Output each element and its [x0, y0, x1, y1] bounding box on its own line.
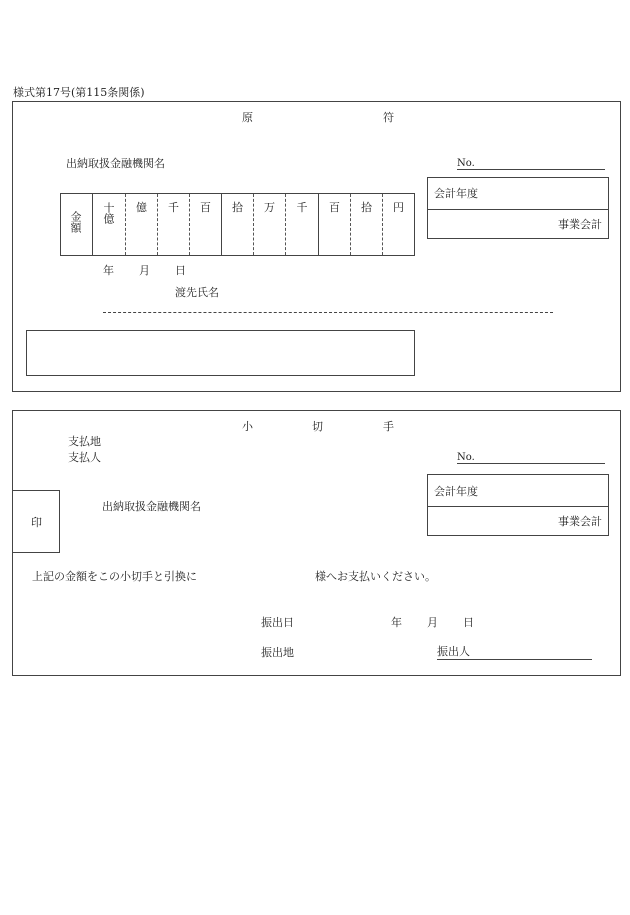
amount-unit-label: 円: [393, 201, 404, 214]
check-seal-box: [12, 490, 60, 553]
stub-heading-left: 原: [242, 111, 253, 124]
amount-cell-5[interactable]: [221, 194, 253, 255]
amount-cell-4[interactable]: [189, 194, 221, 255]
stub-date-month: 月: [139, 264, 150, 277]
stub-fiscal-year-label: 会計年度: [434, 187, 478, 200]
stub-amount-label: 金額: [69, 211, 82, 233]
check-fiscal-divider: [428, 506, 608, 507]
check-drawer-label: 振出人: [437, 645, 470, 658]
stub-date-year: 年: [103, 264, 114, 277]
amount-cell-8[interactable]: [318, 194, 350, 255]
stub-no-field[interactable]: [457, 157, 605, 170]
amount-cell-2[interactable]: [125, 194, 157, 255]
stub-date-day: 日: [175, 264, 186, 277]
check-issue-date-label: 振出日: [261, 616, 294, 629]
amount-unit-label: 千: [168, 201, 179, 214]
check-fiscal-box: [427, 474, 609, 536]
check-institution-label: 出納取扱金融機関名: [102, 500, 201, 513]
stub-institution-label: 出納取扱金融機関名: [66, 157, 165, 170]
amount-unit-label: 万: [264, 201, 275, 214]
amount-unit-label: 十億: [102, 202, 115, 224]
check-business-account-label: 事業会計: [558, 515, 602, 528]
check-issue-place-label: 振出地: [261, 646, 294, 659]
stub-memo-box[interactable]: [26, 330, 415, 376]
check-instruction-suffix: 様へお支払いください。: [315, 570, 436, 583]
stub-heading-right: 符: [383, 111, 394, 124]
check-date-month: 月: [427, 616, 438, 629]
check-seal-label: 印: [31, 516, 42, 529]
check-no-field[interactable]: [457, 451, 605, 464]
check-heading-hand: 手: [383, 420, 394, 433]
stub-section: [12, 101, 621, 392]
amount-unit-label: 百: [329, 201, 340, 214]
check-instruction-text: 上記の金額をこの小切手と引換に: [32, 570, 197, 583]
amount-cell-3[interactable]: [157, 194, 189, 255]
amount-unit-label: 千: [296, 201, 308, 214]
check-heading-small: 小: [242, 420, 253, 433]
stub-no-label: No.: [457, 158, 475, 169]
stub-business-account-label: 事業会計: [558, 218, 602, 231]
stub-payee-line: [103, 312, 553, 313]
amount-cell-6[interactable]: [253, 194, 285, 255]
amount-cell-7[interactable]: [285, 194, 318, 255]
check-payer-label: 支払人: [68, 451, 101, 464]
amount-cell-1[interactable]: [92, 194, 125, 255]
form-title: 様式第17号(第115条関係): [13, 86, 145, 99]
stub-amount-grid: [60, 193, 415, 256]
stub-payee-label: 渡先氏名: [175, 286, 219, 299]
check-payment-place-label: 支払地: [68, 435, 101, 448]
check-date-day: 日: [463, 616, 474, 629]
amount-cell-9[interactable]: [350, 194, 382, 255]
check-date-year: 年: [391, 616, 402, 629]
check-no-label: No.: [457, 452, 475, 463]
amount-cell-10[interactable]: [382, 194, 414, 255]
stub-fiscal-box: [427, 177, 609, 239]
amount-unit-label: 拾: [232, 201, 243, 214]
check-fiscal-year-label: 会計年度: [434, 485, 478, 498]
check-heading-cut: 切: [312, 420, 323, 433]
amount-unit-label: 拾: [361, 201, 372, 214]
check-section: [12, 410, 621, 676]
stub-fiscal-divider: [428, 209, 608, 210]
amount-unit-label: 百: [200, 201, 211, 214]
check-drawer-field[interactable]: [437, 646, 592, 660]
amount-unit-label: 億: [136, 201, 147, 214]
